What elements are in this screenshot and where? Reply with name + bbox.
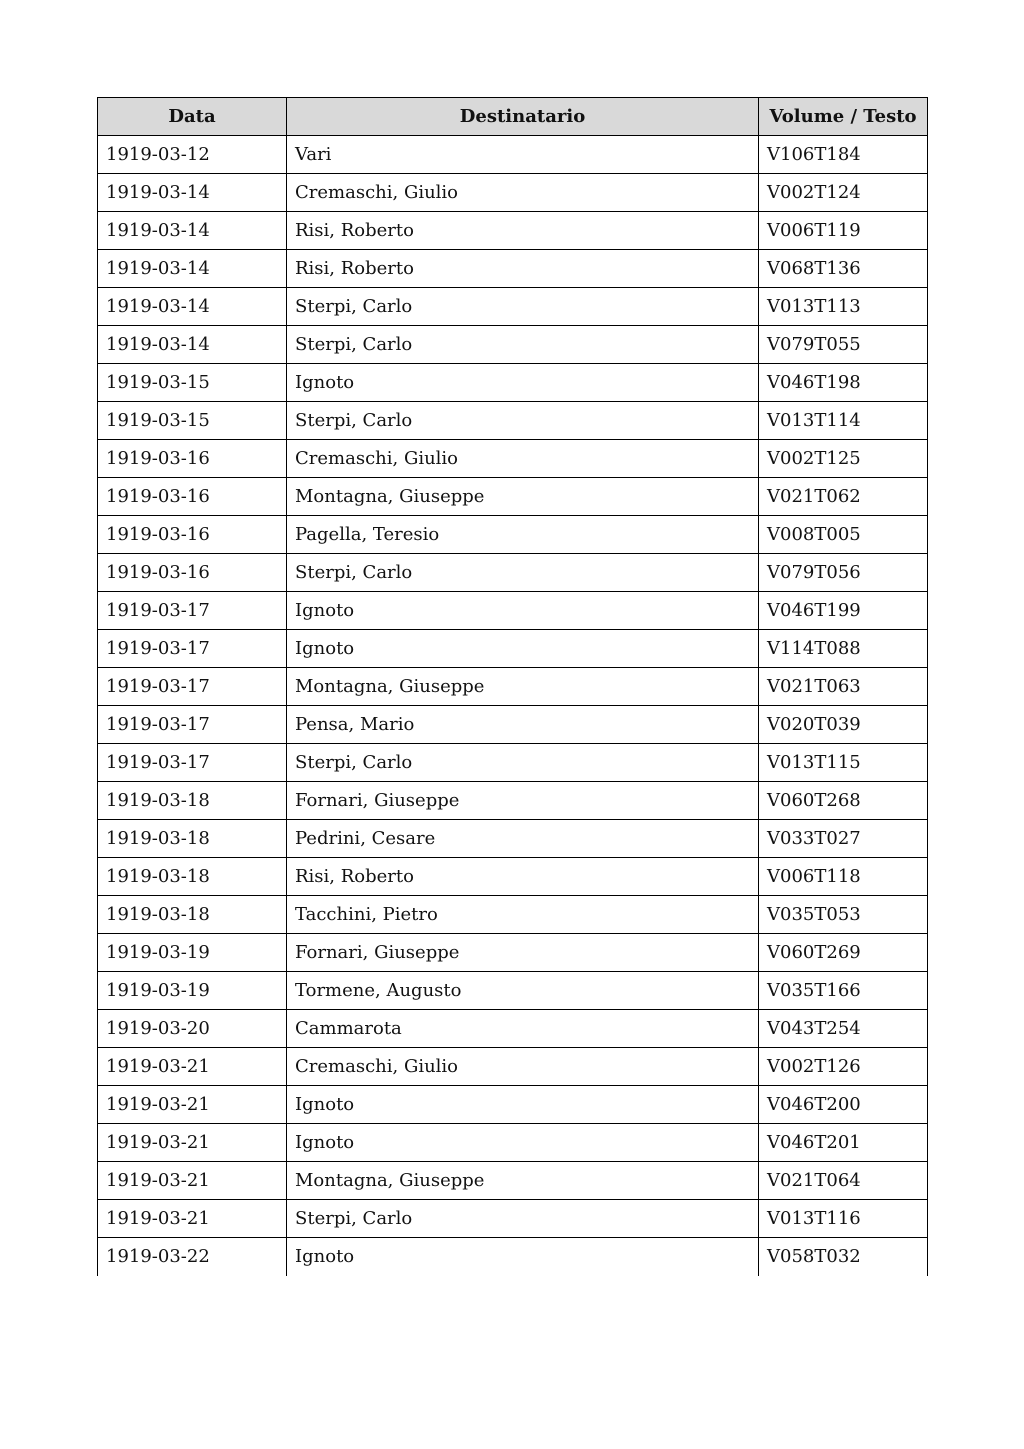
- recipient-cell: Cremaschi, Giulio: [287, 440, 759, 478]
- date-cell: 1919-03-14: [98, 250, 287, 288]
- table-row: [98, 1010, 928, 1048]
- table-row: [98, 820, 928, 858]
- recipient-cell: Tormene, Augusto: [287, 972, 759, 1010]
- date-cell: 1919-03-21: [98, 1200, 287, 1238]
- date-cell: 1919-03-14: [98, 288, 287, 326]
- volume-cell: V079T055: [759, 326, 928, 364]
- header-row: [98, 98, 928, 136]
- recipient-cell: Cremaschi, Giulio: [287, 1048, 759, 1086]
- recipient-cell: Ignoto: [287, 592, 759, 630]
- table-body: [98, 136, 928, 1276]
- volume-cell: V058T032: [759, 1238, 928, 1276]
- date-cell: 1919-03-18: [98, 782, 287, 820]
- letters-table: [97, 97, 928, 1276]
- volume-cell: V021T062: [759, 478, 928, 516]
- date-cell: 1919-03-16: [98, 440, 287, 478]
- date-cell: 1919-03-16: [98, 478, 287, 516]
- table-row: [98, 554, 928, 592]
- date-cell: 1919-03-18: [98, 896, 287, 934]
- recipient-cell: Ignoto: [287, 630, 759, 668]
- recipient-cell: Sterpi, Carlo: [287, 554, 759, 592]
- date-cell: 1919-03-18: [98, 858, 287, 896]
- volume-cell: V013T113: [759, 288, 928, 326]
- volume-cell: V046T198: [759, 364, 928, 402]
- volume-cell: V006T119: [759, 212, 928, 250]
- table-row: [98, 896, 928, 934]
- table-row: [98, 364, 928, 402]
- table-row: [98, 1124, 928, 1162]
- recipient-cell: Tacchini, Pietro: [287, 896, 759, 934]
- date-cell: 1919-03-14: [98, 174, 287, 212]
- table-row: [98, 1162, 928, 1200]
- recipient-cell: Sterpi, Carlo: [287, 402, 759, 440]
- table-row: [98, 1048, 928, 1086]
- date-cell: 1919-03-16: [98, 554, 287, 592]
- recipient-cell: Cammarota: [287, 1010, 759, 1048]
- table-row: [98, 972, 928, 1010]
- date-cell: 1919-03-14: [98, 212, 287, 250]
- table-row: [98, 288, 928, 326]
- table-row: [98, 478, 928, 516]
- table-row: [98, 630, 928, 668]
- table-row: [98, 136, 928, 174]
- table-row: [98, 592, 928, 630]
- recipient-cell: Sterpi, Carlo: [287, 1200, 759, 1238]
- volume-cell: V008T005: [759, 516, 928, 554]
- volume-cell: V043T254: [759, 1010, 928, 1048]
- table-row: [98, 934, 928, 972]
- recipient-cell: Cremaschi, Giulio: [287, 174, 759, 212]
- volume-cell: V114T088: [759, 630, 928, 668]
- recipient-cell: Fornari, Giuseppe: [287, 934, 759, 972]
- table-row: [98, 744, 928, 782]
- table-row: [98, 668, 928, 706]
- volume-cell: V002T124: [759, 174, 928, 212]
- volume-cell: V046T201: [759, 1124, 928, 1162]
- recipient-cell: Sterpi, Carlo: [287, 288, 759, 326]
- recipient-cell: Montagna, Giuseppe: [287, 478, 759, 516]
- recipient-cell: Ignoto: [287, 1086, 759, 1124]
- recipient-cell: Risi, Roberto: [287, 250, 759, 288]
- recipient-cell: Sterpi, Carlo: [287, 744, 759, 782]
- recipient-cell: Montagna, Giuseppe: [287, 668, 759, 706]
- table-row: [98, 1200, 928, 1238]
- volume-cell: V060T268: [759, 782, 928, 820]
- volume-cell: V046T199: [759, 592, 928, 630]
- table-header: [98, 98, 928, 136]
- date-cell: 1919-03-15: [98, 364, 287, 402]
- table-row: [98, 1238, 928, 1276]
- volume-cell: V060T269: [759, 934, 928, 972]
- date-cell: 1919-03-14: [98, 326, 287, 364]
- volume-cell: V068T136: [759, 250, 928, 288]
- volume-cell: V002T126: [759, 1048, 928, 1086]
- table-row: [98, 212, 928, 250]
- column-header-volume: Volume / Testo: [759, 98, 928, 136]
- date-cell: 1919-03-17: [98, 630, 287, 668]
- recipient-cell: Ignoto: [287, 1238, 759, 1276]
- date-cell: 1919-03-21: [98, 1048, 287, 1086]
- recipient-cell: Montagna, Giuseppe: [287, 1162, 759, 1200]
- volume-cell: V046T200: [759, 1086, 928, 1124]
- table-row: [98, 782, 928, 820]
- date-cell: 1919-03-19: [98, 972, 287, 1010]
- date-cell: 1919-03-21: [98, 1162, 287, 1200]
- date-cell: 1919-03-12: [98, 136, 287, 174]
- volume-cell: V002T125: [759, 440, 928, 478]
- column-header-recipient: Destinatario: [287, 98, 759, 136]
- date-cell: 1919-03-18: [98, 820, 287, 858]
- volume-cell: V013T114: [759, 402, 928, 440]
- recipient-cell: Pagella, Teresio: [287, 516, 759, 554]
- date-cell: 1919-03-17: [98, 744, 287, 782]
- date-cell: 1919-03-22: [98, 1238, 287, 1276]
- date-cell: 1919-03-17: [98, 592, 287, 630]
- date-cell: 1919-03-17: [98, 668, 287, 706]
- volume-cell: V035T166: [759, 972, 928, 1010]
- volume-cell: V006T118: [759, 858, 928, 896]
- table-row: [98, 440, 928, 478]
- recipient-cell: Ignoto: [287, 364, 759, 402]
- table-row: [98, 706, 928, 744]
- volume-cell: V106T184: [759, 136, 928, 174]
- table-row: [98, 1086, 928, 1124]
- recipient-cell: Pensa, Mario: [287, 706, 759, 744]
- recipient-cell: Fornari, Giuseppe: [287, 782, 759, 820]
- recipient-cell: Ignoto: [287, 1124, 759, 1162]
- date-cell: 1919-03-16: [98, 516, 287, 554]
- recipient-cell: Vari: [287, 136, 759, 174]
- recipient-cell: Sterpi, Carlo: [287, 326, 759, 364]
- volume-cell: V079T056: [759, 554, 928, 592]
- table-row: [98, 174, 928, 212]
- volume-cell: V033T027: [759, 820, 928, 858]
- recipient-cell: Pedrini, Cesare: [287, 820, 759, 858]
- volume-cell: V020T039: [759, 706, 928, 744]
- volume-cell: V013T115: [759, 744, 928, 782]
- table-row: [98, 326, 928, 364]
- column-header-date: Data: [98, 98, 287, 136]
- date-cell: 1919-03-17: [98, 706, 287, 744]
- volume-cell: V035T053: [759, 896, 928, 934]
- volume-cell: V021T063: [759, 668, 928, 706]
- recipient-cell: Risi, Roberto: [287, 212, 759, 250]
- volume-cell: V013T116: [759, 1200, 928, 1238]
- date-cell: 1919-03-15: [98, 402, 287, 440]
- date-cell: 1919-03-19: [98, 934, 287, 972]
- table-row: [98, 250, 928, 288]
- table-row: [98, 858, 928, 896]
- date-cell: 1919-03-20: [98, 1010, 287, 1048]
- table-row: [98, 402, 928, 440]
- date-cell: 1919-03-21: [98, 1124, 287, 1162]
- date-cell: 1919-03-21: [98, 1086, 287, 1124]
- table-row: [98, 516, 928, 554]
- recipient-cell: Risi, Roberto: [287, 858, 759, 896]
- volume-cell: V021T064: [759, 1162, 928, 1200]
